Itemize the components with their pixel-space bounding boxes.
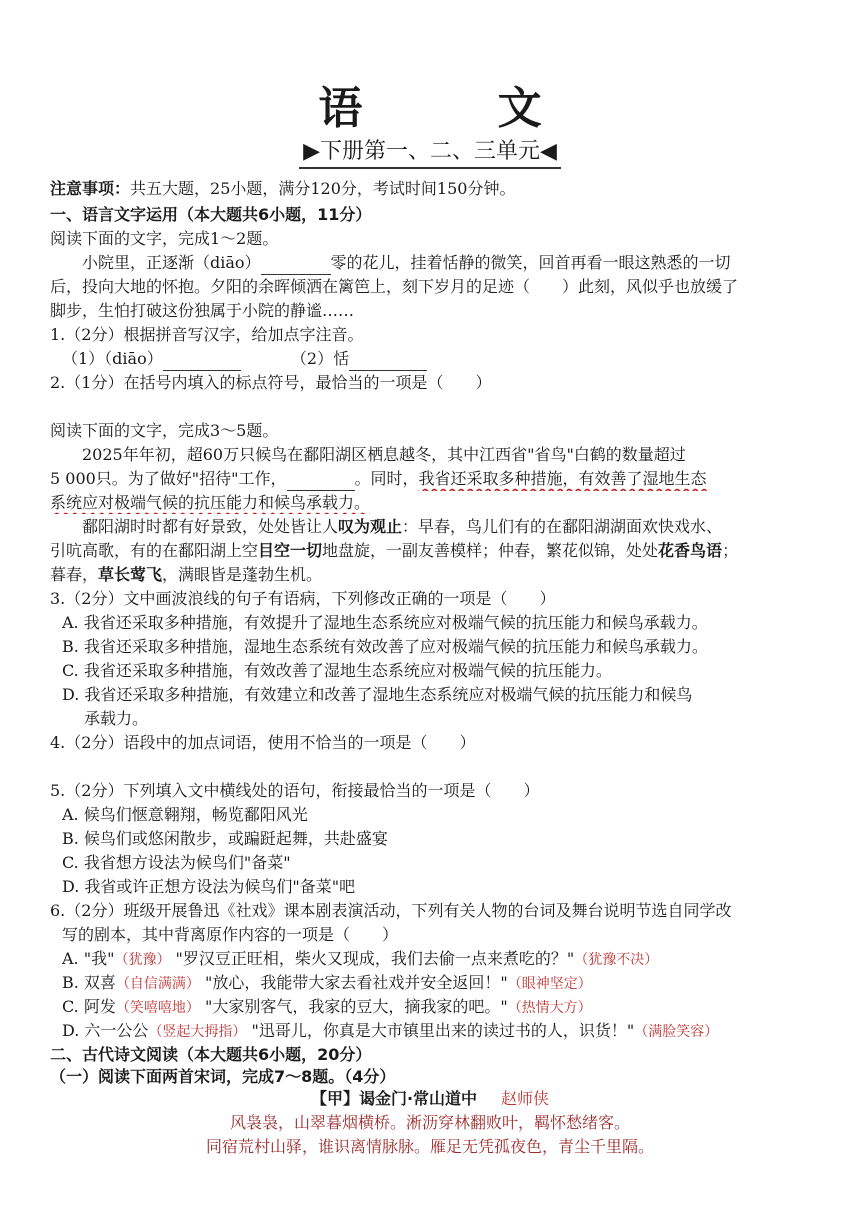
section2-heading: 二、古代诗文阅读（本大题共6小题，20分） (50, 1045, 372, 1064)
q1-item-a: （1）（diāo） (62, 349, 163, 368)
q6-c-role: C. 阿发 (62, 997, 116, 1016)
question-4: 4.（2分）语段中的加点词语，使用不恰当的一项是（ ） (50, 733, 476, 752)
question-2: 2.（1分）在括号内填入的标点符号，最恰当的一项是（ ） (50, 373, 492, 392)
passage2-text-a: 5 000只。为了做好"招待"工作， (50, 469, 287, 488)
p3-text: 暮春， (50, 565, 99, 584)
q6-a-stage2: （犹豫不决） (574, 952, 659, 968)
q5-option-b[interactable]: B. 候鸟们或悠闲散步，或蹁跹起舞，共赴盛宴 (62, 829, 388, 848)
q6-c-stage: （笑嘻嘻地） (115, 1000, 200, 1016)
passage1-text-b: 零的花儿，挂着恬静的微笑，回首再看一眼这熟悉的一切 (330, 253, 731, 272)
q5-option-a[interactable]: A. 候鸟们惬意翱翔，畅览鄱阳风光 (62, 805, 308, 824)
q6-d-stage: （竖起大拇指） (148, 1024, 247, 1040)
q6-a-stage: （犹豫） (114, 952, 171, 968)
passage2-line1: 2025年年初，超60万只候鸟在鄱阳湖区栖息越冬，其中江西省"省鸟"白鹤的数量超过 (82, 445, 686, 464)
page-subtitle (0, 134, 860, 169)
passage2-line3 (50, 492, 818, 514)
q6-d-line: "迅哥儿，你真是大市镇里出来的读过书的人，识货！" (251, 1021, 635, 1040)
q5-option-d[interactable]: D. 我省或许正想方设法为候鸟们"备菜"吧 (62, 877, 356, 896)
passage3-line1 (50, 516, 818, 538)
q6-d-role: D. 六一公公 (62, 1021, 149, 1040)
passage3-line3 (50, 564, 818, 586)
q3-option-a[interactable]: A. 我省还采取多种措施，有效提升了湿地生态系统应对极端气候的抗压能力和候鸟承载力。 (62, 613, 708, 632)
question-6-line1: 6.（2分）班级开展鲁迅《社戏》课本剧表演活动，下列有关人物的台词及舞台说明节选自同学改 (50, 901, 732, 920)
q6-option-d[interactable] (62, 1020, 818, 1043)
q6-a-line: "罗汉豆正旺相，柴火又现成，我们去偷一点来煮吃的？" (175, 949, 575, 968)
q3-option-d[interactable]: D. 我省还采取多种措施，有效建立和改善了湿地生态系统应对极端气候的抗压能力和候鸟 (62, 685, 693, 704)
page-title: 语 文 (318, 83, 602, 134)
q6-c-stage2: （热情大方） (507, 1000, 592, 1016)
q3-option-c[interactable]: C. 我省还采取多种措施，有效改善了湿地生态系统应对极端气候的抗压能力。 (62, 661, 612, 680)
q6-option-a[interactable] (62, 948, 818, 971)
q3-option-d-cont: 承载力。 (84, 709, 149, 728)
subtitle-text: ▶下册第一、二、三单元◀ (299, 134, 561, 169)
notice-text: 共五大题，25小题，满分120分，考试时间150分钟。 (130, 179, 516, 198)
q1-blank-a[interactable] (163, 348, 241, 371)
notice-line (50, 178, 818, 200)
passage2-line2 (50, 468, 818, 491)
q3-option-b[interactable]: B. 我省还采取多种措施，湿地生态系统有效改善了应对极端气候的抗压能力和候鸟承载力。 (62, 637, 708, 656)
p3-text: 鄱阳湖时时都有好景致，处处皆让人 (82, 517, 339, 536)
wavy-sentence-part2: 系统应对极端气候的抗压能力和候鸟承载力。 (50, 493, 371, 512)
poem-author: 赵师侠 (501, 1089, 550, 1108)
question-1: 1.（2分）根据拼音写汉字，给加点字注音。 (50, 325, 364, 344)
dotted-word-1: 叹为观止 (338, 517, 403, 536)
section1-heading: 一、语言文字运用（本大题共6小题，11分） (50, 205, 372, 224)
dotted-word-3: 花香鸟语 (658, 541, 723, 560)
question-1-items (62, 348, 818, 371)
q1-item-b: （2）恬 (290, 349, 350, 368)
q6-b-line: "放心，我能带大家去看社戏并安全返回！" (205, 973, 508, 992)
passage2-blank[interactable] (287, 468, 355, 491)
answer-blank[interactable] (261, 252, 331, 275)
passage1-text-a: 小院里，正逐渐（diāo） (82, 253, 261, 272)
question-3: 3.（2分）文中画波浪线的句子有语病，下列修改正确的一项是（ ） (50, 589, 556, 608)
passage1-line3: 脚步，生怕打破这份独属于小院的静谧…… (50, 301, 355, 320)
p3-text: ，满眼皆是蓬勃生机。 (162, 565, 323, 584)
q6-option-b[interactable] (62, 972, 818, 995)
q6-b-stage2: （眼神坚定） (507, 976, 592, 992)
passage1-line1 (50, 252, 818, 275)
q6-b-role: B. 双喜 (62, 973, 116, 992)
q1-blank-b[interactable] (349, 348, 427, 371)
p3-text: 地盘旋，一副友善模样；仲春，繁花似锦，处处 (322, 541, 659, 560)
q6-d-stage2: （满脸笑容） (634, 1024, 719, 1040)
dotted-word-2: 目空一切 (258, 541, 323, 560)
section2-sub1: （一）阅读下面两首宋词，完成7～8题。（4分） (50, 1067, 396, 1086)
q6-option-c[interactable] (62, 996, 818, 1019)
wavy-sentence-part1: 我省还采取多种措施，有效善了湿地生态 (418, 469, 707, 488)
p3-text: ； (722, 541, 739, 560)
read-instruction-1: 阅读下面的文字，完成1～2题。 (50, 229, 279, 248)
q6-a-role: A. "我" (62, 949, 115, 968)
poem-title (0, 1086, 860, 1109)
passage1-line2: 后，投向大地的怀抱。夕阳的余晖倾洒在篱笆上，刻下岁月的足迹（ ）此刻，风似乎也放缓了 (50, 277, 739, 296)
passage2-text-b: 。同时， (354, 469, 419, 488)
dotted-word-4: 草长莺飞 (98, 565, 163, 584)
poem-line-1: 风袅袅，山翠暮烟横桥。淅沥穿林翻败叶，羁怀愁绪客。 (229, 1113, 630, 1132)
poem-line-2: 同宿荒村山驿，谁识离情脉脉。雁足无凭孤夜色，青尘千里隔。 (205, 1137, 654, 1156)
question-6-line2: 写的剧本，其中背离原作内容的一项是（ ） (62, 925, 399, 944)
p3-text: 引吭高歌，有的在鄱阳湖上空 (50, 541, 259, 560)
poem-title-text: 【甲】谒金门·常山道中 (310, 1089, 478, 1108)
q6-c-line: "大家别客气，我家的豆大，摘我家的吧。" (204, 997, 508, 1016)
read-instruction-2: 阅读下面的文字，完成3～5题。 (50, 421, 279, 440)
p3-text: ：早春，鸟儿们有的在鄱阳湖湖面欢快戏水、 (402, 517, 723, 536)
notice-label: 注意事项： (50, 179, 131, 198)
q6-b-stage: （自信满满） (115, 976, 200, 992)
passage3-line2 (50, 540, 818, 562)
question-5: 5.（2分）下列填入文中横线处的语句，衔接最恰当的一项是（ ） (50, 781, 540, 800)
q5-option-c[interactable]: C. 我省想方设法为候鸟们"备菜" (62, 853, 291, 872)
